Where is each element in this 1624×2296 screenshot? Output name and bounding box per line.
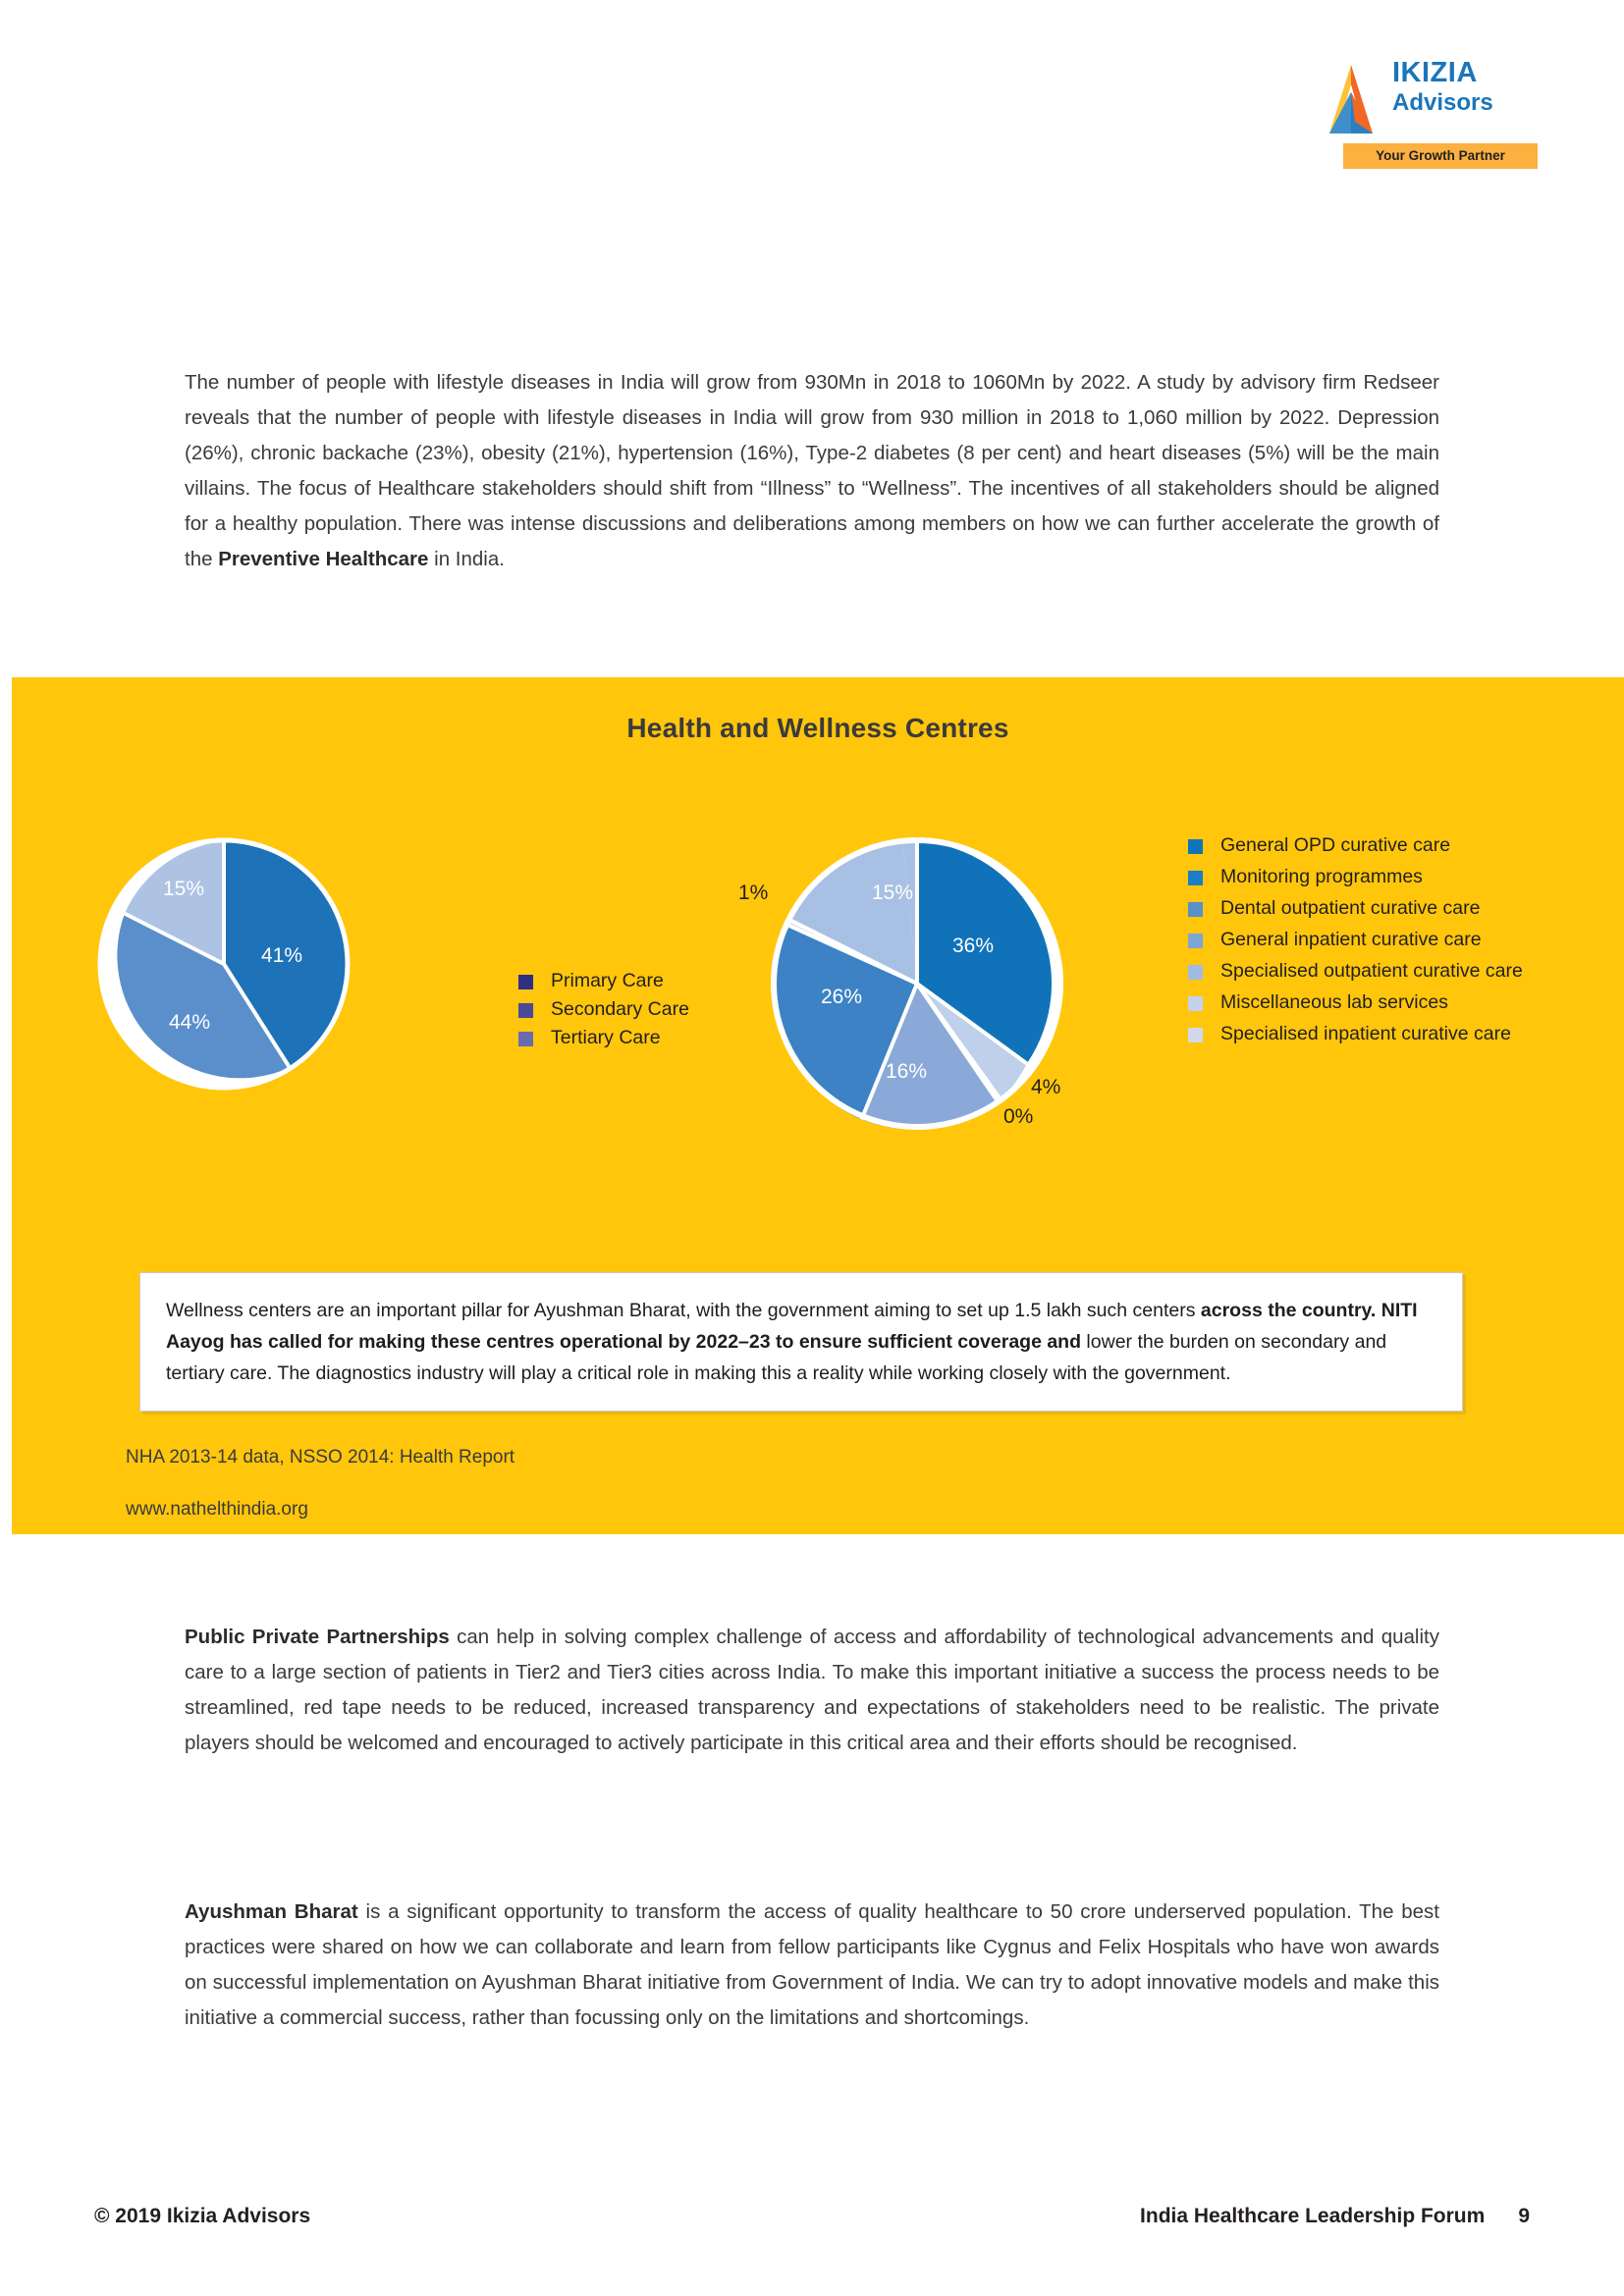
intro-paragraph-emphasis: Preventive Healthcare <box>218 548 429 570</box>
legend-item-general-inpatient <box>1188 929 1523 951</box>
public-private-partnerships-paragraph <box>185 1620 1439 1761</box>
pie1-label-tertiary-care: 15% <box>163 878 205 900</box>
pie2-label-specialised-inpatient: 15% <box>872 881 914 904</box>
callout-plain-2: lower the burden on secondary and tertiary care. The diagnostics industry will play a critical role in making this a reality while working closely with the government. <box>166 1331 1387 1384</box>
ayushman-bharat-paragraph <box>185 1895 1439 2036</box>
page-number: 9 <box>1518 2205 1530 2227</box>
legend-label: General inpatient curative care <box>1220 929 1482 950</box>
legend-item-monitoring-programmes <box>1188 866 1523 888</box>
legend-swatch-icon <box>1188 871 1203 885</box>
logo-wordmark <box>1392 59 1493 115</box>
pie2-legend <box>1188 834 1523 1054</box>
legend-item-dental-outpatient <box>1188 897 1523 920</box>
legend-label: General OPD curative care <box>1220 834 1451 856</box>
legend-swatch-icon <box>518 975 533 989</box>
callout-plain-1: Wellness centers are an important pillar for Ayushman Bharat, with the government aiming to set up 1.5 lakh such centers <box>166 1300 1201 1321</box>
legend-swatch-icon <box>1188 1028 1203 1042</box>
legend-swatch-icon <box>1188 996 1203 1011</box>
legend-label: Tertiary Care <box>551 1027 661 1048</box>
legend-label: Secondary Care <box>551 998 689 1020</box>
callout-bold: across the country. NITI Aayog has called for making these centres operational by 2022–23 to ensure sufficient coverage and <box>166 1300 1418 1353</box>
pie1-legend <box>518 970 689 1055</box>
legend-label: Miscellaneous lab services <box>1220 991 1448 1013</box>
ayushman-paragraph-emphasis: Ayushman Bharat <box>185 1900 358 1923</box>
pie-chart-care-levels <box>96 836 352 1096</box>
pie2-label-dental-outpatient: 0% <box>1003 1105 1034 1128</box>
logo-name-secondary: Advisors <box>1392 89 1493 116</box>
brand-logo <box>1322 59 1538 169</box>
intro-paragraph <box>185 365 1439 577</box>
legend-item-tertiary-care <box>518 1027 689 1049</box>
legend-swatch-icon <box>1188 934 1203 948</box>
pie2-label-miscellaneous-lab: 1% <box>738 881 769 904</box>
ppp-paragraph-text: can help in solving complex challenge of access and affordability of technological advancements and quality care to a large section of patients in Tier2 and Tier3 cities across India. To make this important initiative a success the process needs to be streamlined, red tape needs to be reduced, increased transparency and expectations of stakeholders need to be realistic. The private players should be welcomed and encouraged to actively participate in this critical area and their efforts should be recognised. <box>185 1626 1439 1754</box>
pie2-label-general-opd: 36% <box>952 934 995 957</box>
legend-label: Dental outpatient curative care <box>1220 897 1481 919</box>
pie-chart-care-levels-svg <box>96 836 352 1092</box>
pie2-label-monitoring-programmes: 4% <box>1031 1076 1061 1098</box>
legend-swatch-icon <box>1188 965 1203 980</box>
ayushman-paragraph-text: is a significant opportunity to transform the access of quality healthcare to 50 crore underserved population. The best practices were shared on how we can collaborate and learn from fellow participants like Cygnus and Felix Hospitals who have won awards on successful implementation on Ayushman Bharat initiative from Government of India. We can try to adopt innovative models and make this initiative a commercial success, rather than focussing only on the limitations and shortcomings. <box>185 1900 1440 2029</box>
source-citation-nha: NHA 2013-14 data, NSSO 2014: Health Report <box>126 1447 515 1468</box>
legend-label: Specialised outpatient curative care <box>1220 960 1523 982</box>
wellness-callout-text <box>166 1295 1436 1389</box>
pie-chart-service-types <box>738 836 1064 1136</box>
legend-label: Monitoring programmes <box>1220 866 1423 887</box>
legend-swatch-icon <box>518 1032 533 1046</box>
legend-item-specialised-outpatient <box>1188 960 1523 983</box>
footer-right-group <box>1140 2205 1530 2228</box>
pie2-label-specialised-outpatient: 26% <box>821 986 863 1008</box>
legend-item-miscellaneous-lab <box>1188 991 1523 1014</box>
legend-item-specialised-inpatient <box>1188 1023 1523 1045</box>
legend-item-primary-care <box>518 970 689 992</box>
legend-item-general-opd <box>1188 834 1523 857</box>
source-citation-url[interactable]: www.nathelthindia.org <box>126 1499 308 1520</box>
footer-copyright: © 2019 Ikizia Advisors <box>94 2205 311 2227</box>
footer-forum-name: India Healthcare Leadership Forum <box>1140 2205 1486 2227</box>
legend-item-secondary-care <box>518 998 689 1021</box>
ppp-paragraph-emphasis: Public Private Partnerships <box>185 1626 450 1648</box>
pie2-label-general-inpatient: 16% <box>886 1060 928 1083</box>
wellness-callout-box <box>139 1272 1463 1412</box>
pie1-label-primary-care: 41% <box>261 944 303 967</box>
logo-tagline-badge: Your Growth Partner <box>1343 143 1538 169</box>
legend-swatch-icon <box>1188 839 1203 854</box>
ikizia-triangle-logo-icon <box>1322 63 1380 137</box>
pie1-label-secondary-care: 44% <box>169 1011 211 1034</box>
intro-paragraph-tail: in India. <box>428 548 505 570</box>
pie-chart-service-types-svg <box>770 836 1064 1131</box>
logo-name-primary: IKIZIA <box>1392 57 1478 88</box>
legend-label: Primary Care <box>551 970 664 991</box>
legend-swatch-icon <box>518 1003 533 1018</box>
intro-paragraph-text: The number of people with lifestyle diseases in India will grow from 930Mn in 2018 to 1060Mn by 2022. A study by advisory firm Redseer reveals that the number of people with lifestyle diseases in India will grow from 930 million in 2018 to 1,060 million by 2022. Depression (26%), chronic backache (23%), obesity (21%), hypertension (16%), Type-2 diabetes (8 per cent) and heart diseases (5%) will be the main villains. The focus of Healthcare stakeholders should shift from “Illness” to “Wellness”. The incentives of all stakeholders should be aligned for a healthy population. There was intense discussions and deliberations among members on how we can further accelerate the growth of the <box>185 371 1439 570</box>
legend-swatch-icon <box>1188 902 1203 917</box>
legend-label: Specialised inpatient curative care <box>1220 1023 1511 1044</box>
charts-title: Health and Wellness Centres <box>626 713 1009 743</box>
logo-row <box>1322 59 1538 137</box>
